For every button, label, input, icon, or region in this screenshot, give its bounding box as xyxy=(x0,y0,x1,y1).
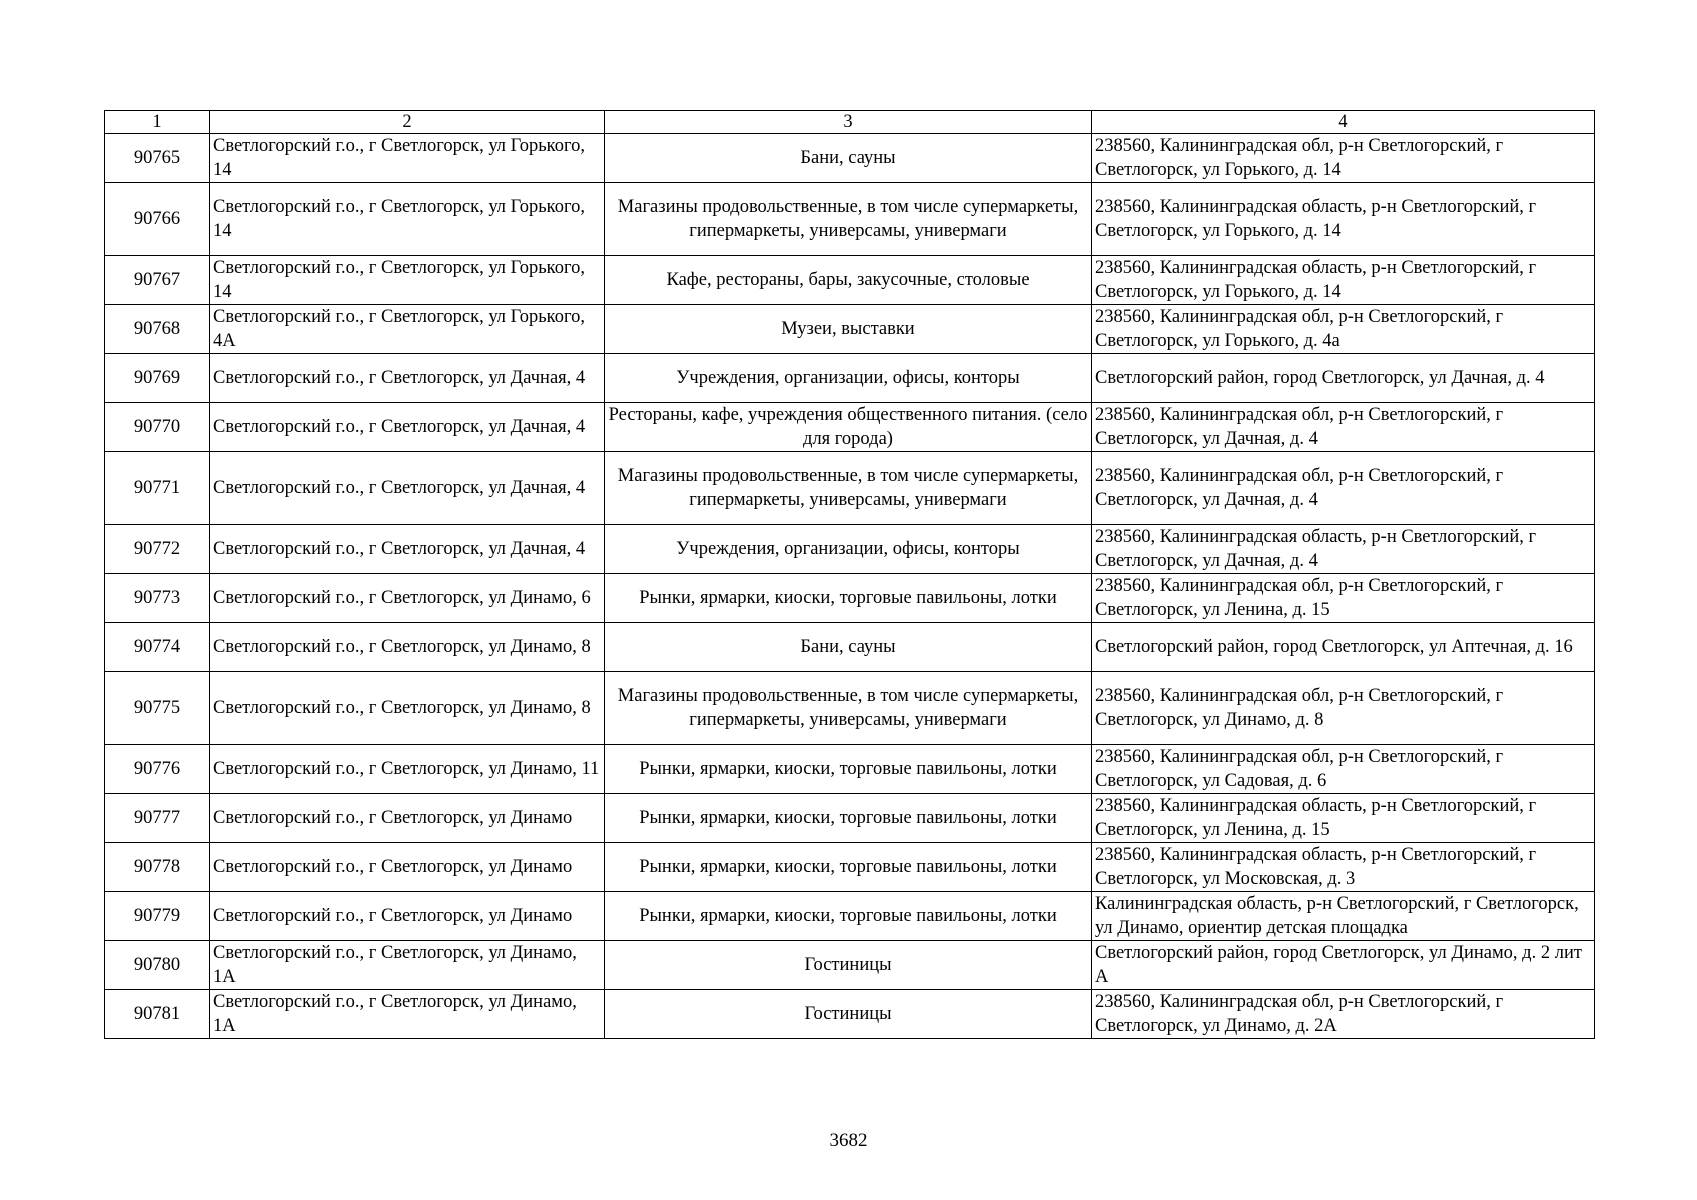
table-row xyxy=(105,623,1595,672)
page-number: 3682 xyxy=(829,1130,868,1151)
record-address: 238560, Калининградская обл, р-н Светлогорский, г Светлогорск, ул Садовая, д. 6 xyxy=(1092,745,1595,794)
record-type: Кафе, рестораны, бары, закусочные, столовые xyxy=(605,256,1092,305)
record-type: Магазины продовольственные, в том числе супермаркеты, гипермаркеты, универсамы, универмаги xyxy=(605,452,1092,525)
record-id: 90772 xyxy=(105,525,210,574)
table-row xyxy=(105,745,1595,794)
record-location: Светлогорский г.о., г Светлогорск, ул Дачная, 4 xyxy=(210,452,605,525)
table-row xyxy=(105,941,1595,990)
record-id: 90765 xyxy=(105,134,210,183)
record-address: 238560, Калининградская обл, р-н Светлогорский, г Светлогорск, ул Динамо, д. 2А xyxy=(1092,990,1595,1039)
table-row xyxy=(105,134,1595,183)
table-row xyxy=(105,574,1595,623)
table-row xyxy=(105,183,1595,256)
record-address: 238560, Калининградская область, р-н Светлогорский, г Светлогорск, ул Горького, д. 14 xyxy=(1092,256,1595,305)
record-id: 90774 xyxy=(105,623,210,672)
record-id: 90770 xyxy=(105,403,210,452)
record-id: 90780 xyxy=(105,941,210,990)
record-address: Калининградская область, р-н Светлогорский, г Светлогорск, ул Динамо, ориентир детская площадка xyxy=(1092,892,1595,941)
record-address: 238560, Калининградская область, р-н Светлогорский, г Светлогорск, ул Ленина, д. 15 xyxy=(1092,794,1595,843)
record-location: Светлогорский г.о., г Светлогорск, ул Динамо, 6 xyxy=(210,574,605,623)
column-number-4: 4 xyxy=(1092,111,1595,134)
record-type: Бани, сауны xyxy=(605,623,1092,672)
record-location: Светлогорский г.о., г Светлогорск, ул Динамо, 8 xyxy=(210,672,605,745)
record-location: Светлогорский г.о., г Светлогорск, ул Динамо xyxy=(210,843,605,892)
record-id: 90776 xyxy=(105,745,210,794)
column-number-3: 3 xyxy=(605,111,1092,134)
table-row xyxy=(105,525,1595,574)
record-location: Светлогорский г.о., г Светлогорск, ул Горького, 14 xyxy=(210,256,605,305)
record-type: Рестораны, кафе, учреждения общественного питания. (село для города) xyxy=(605,403,1092,452)
record-address: 238560, Калининградская обл, р-н Светлогорский, г Светлогорск, ул Дачная, д. 4 xyxy=(1092,403,1595,452)
record-id: 90778 xyxy=(105,843,210,892)
table-row xyxy=(105,672,1595,745)
record-type: Рынки, ярмарки, киоски, торговые павильоны, лотки xyxy=(605,794,1092,843)
record-location: Светлогорский г.о., г Светлогорск, ул Горького, 4А xyxy=(210,305,605,354)
table-row xyxy=(105,256,1595,305)
record-type: Магазины продовольственные, в том числе супермаркеты, гипермаркеты, универсамы, универмаги xyxy=(605,672,1092,745)
record-location: Светлогорский г.о., г Светлогорск, ул Динамо, 1А xyxy=(210,941,605,990)
record-location: Светлогорский г.о., г Светлогорск, ул Динамо xyxy=(210,794,605,843)
record-id: 90767 xyxy=(105,256,210,305)
record-address: Светлогорский район, город Светлогорск, ул Дачная, д. 4 xyxy=(1092,354,1595,403)
record-id: 90766 xyxy=(105,183,210,256)
record-location: Светлогорский г.о., г Светлогорск, ул Динамо xyxy=(210,892,605,941)
column-number-1: 1 xyxy=(105,111,210,134)
record-type: Гостиницы xyxy=(605,941,1092,990)
table-row xyxy=(105,794,1595,843)
record-type: Музеи, выставки xyxy=(605,305,1092,354)
record-address: 238560, Калининградская область, р-н Светлогорский, г Светлогорск, ул Дачная, д. 4 xyxy=(1092,525,1595,574)
record-address: Светлогорский район, город Светлогорск, ул Аптечная, д. 16 xyxy=(1092,623,1595,672)
record-location: Светлогорский г.о., г Светлогорск, ул Дачная, 4 xyxy=(210,525,605,574)
table-row xyxy=(105,354,1595,403)
table-row xyxy=(105,892,1595,941)
record-location: Светлогорский г.о., г Светлогорск, ул Динамо, 1А xyxy=(210,990,605,1039)
records-table xyxy=(104,110,1595,1039)
record-address: 238560, Калининградская обл, р-н Светлогорский, г Светлогорск, ул Ленина, д. 15 xyxy=(1092,574,1595,623)
table-row xyxy=(105,452,1595,525)
record-id: 90769 xyxy=(105,354,210,403)
record-type: Учреждения, организации, офисы, конторы xyxy=(605,525,1092,574)
table-row xyxy=(105,305,1595,354)
record-type: Рынки, ярмарки, киоски, торговые павильоны, лотки xyxy=(605,892,1092,941)
record-type: Магазины продовольственные, в том числе супермаркеты, гипермаркеты, универсамы, универмаги xyxy=(605,183,1092,256)
record-location: Светлогорский г.о., г Светлогорск, ул Горького, 14 xyxy=(210,183,605,256)
record-type: Рынки, ярмарки, киоски, торговые павильоны, лотки xyxy=(605,843,1092,892)
record-id: 90773 xyxy=(105,574,210,623)
record-location: Светлогорский г.о., г Светлогорск, ул Дачная, 4 xyxy=(210,403,605,452)
record-type: Рынки, ярмарки, киоски, торговые павильоны, лотки xyxy=(605,745,1092,794)
record-id: 90777 xyxy=(105,794,210,843)
record-location: Светлогорский г.о., г Светлогорск, ул Горького, 14 xyxy=(210,134,605,183)
record-location: Светлогорский г.о., г Светлогорск, ул Дачная, 4 xyxy=(210,354,605,403)
record-id: 90781 xyxy=(105,990,210,1039)
column-number-row xyxy=(105,111,1595,134)
record-id: 90771 xyxy=(105,452,210,525)
record-address: 238560, Калининградская обл, р-н Светлогорский, г Светлогорск, ул Горького, д. 4а xyxy=(1092,305,1595,354)
record-address: 238560, Калининградская обл, р-н Светлогорский, г Светлогорск, ул Горького, д. 14 xyxy=(1092,134,1595,183)
record-location: Светлогорский г.о., г Светлогорск, ул Динамо, 8 xyxy=(210,623,605,672)
record-address: 238560, Калининградская область, р-н Светлогорский, г Светлогорск, ул Горького, д. 14 xyxy=(1092,183,1595,256)
table-row xyxy=(105,403,1595,452)
record-id: 90775 xyxy=(105,672,210,745)
record-location: Светлогорский г.о., г Светлогорск, ул Динамо, 11 xyxy=(210,745,605,794)
record-type: Бани, сауны xyxy=(605,134,1092,183)
table-row xyxy=(105,990,1595,1039)
column-number-2: 2 xyxy=(210,111,605,134)
record-type: Учреждения, организации, офисы, конторы xyxy=(605,354,1092,403)
record-address: 238560, Калининградская обл, р-н Светлогорский, г Светлогорск, ул Дачная, д. 4 xyxy=(1092,452,1595,525)
record-address: 238560, Калининградская обл, р-н Светлогорский, г Светлогорск, ул Динамо, д. 8 xyxy=(1092,672,1595,745)
record-id: 90768 xyxy=(105,305,210,354)
record-type: Гостиницы xyxy=(605,990,1092,1039)
record-id: 90779 xyxy=(105,892,210,941)
record-address: Светлогорский район, город Светлогорск, ул Динамо, д. 2 лит А xyxy=(1092,941,1595,990)
record-type: Рынки, ярмарки, киоски, торговые павильоны, лотки xyxy=(605,574,1092,623)
table-row xyxy=(105,843,1595,892)
record-address: 238560, Калининградская область, р-н Светлогорский, г Светлогорск, ул Московская, д. 3 xyxy=(1092,843,1595,892)
